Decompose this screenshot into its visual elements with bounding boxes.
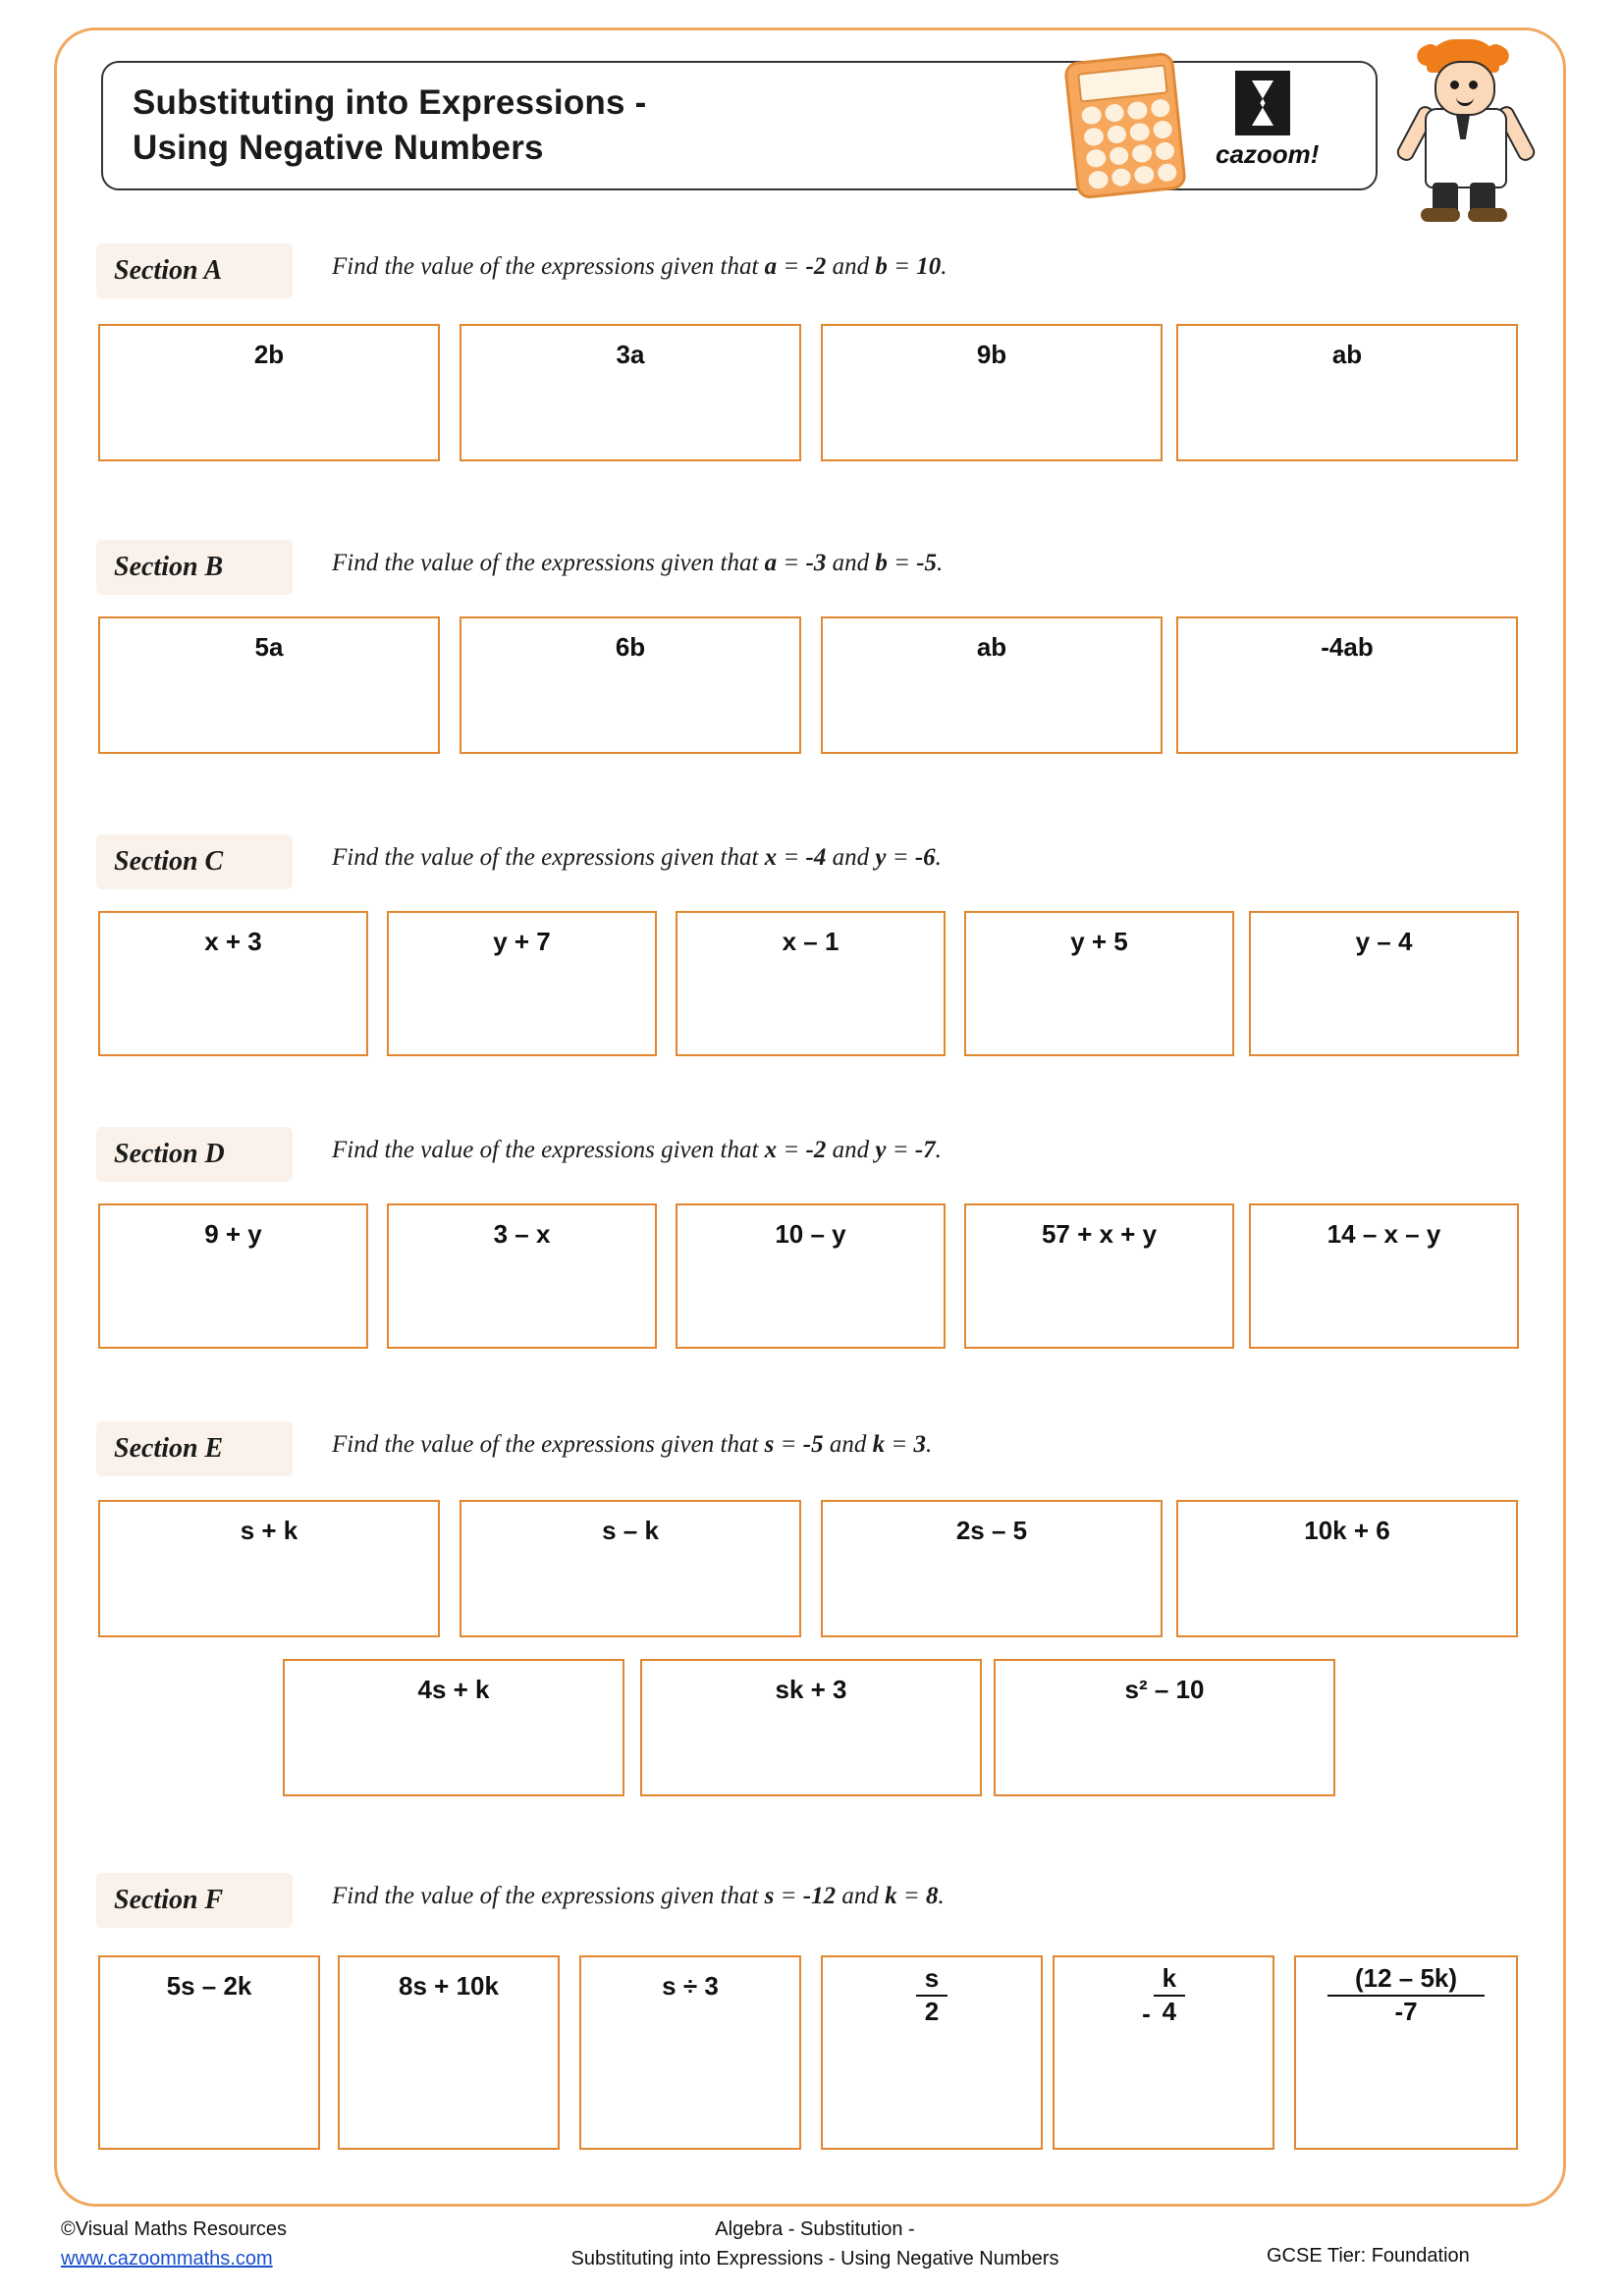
footer-topic-line2: Substituting into Expressions - Using Negative Numbers bbox=[570, 2248, 1059, 2269]
expression-label: ab bbox=[976, 632, 1007, 662]
expression-label: sk + 3 bbox=[775, 1675, 847, 1704]
instr-val2-c: -6 bbox=[914, 844, 936, 871]
fraction bbox=[1154, 1965, 1185, 2026]
instr-var1-a: a bbox=[764, 253, 778, 280]
scientist-mascot-icon bbox=[1399, 39, 1537, 226]
answer-box[interactable] bbox=[1176, 616, 1518, 754]
calculator-keys bbox=[1081, 98, 1177, 189]
instr-var2-f: k bbox=[885, 1883, 897, 1909]
mascot-eye-left bbox=[1450, 80, 1459, 89]
section-label-c: Section C bbox=[96, 834, 293, 889]
instr-end-c: . bbox=[935, 844, 942, 871]
expression-label: s + k bbox=[240, 1516, 298, 1545]
answer-box[interactable] bbox=[460, 324, 801, 461]
section-label-f: Section F bbox=[96, 1873, 293, 1928]
expression-label: -4ab bbox=[1321, 632, 1374, 662]
instr-join-e: and bbox=[823, 1431, 873, 1458]
expression-label: y – 4 bbox=[1355, 927, 1413, 956]
answer-box[interactable] bbox=[98, 324, 440, 461]
fraction-denominator: 2 bbox=[924, 1997, 940, 2027]
answer-box[interactable] bbox=[98, 1955, 320, 2150]
instr-join-c: and bbox=[826, 844, 876, 871]
expression-label: 14 – x – y bbox=[1326, 1219, 1441, 1249]
answer-box[interactable] bbox=[1249, 1203, 1519, 1349]
instr-var1-b: a bbox=[764, 550, 778, 576]
instr-var2-e: k bbox=[872, 1431, 886, 1458]
section-instruction-f: Find the value of the expressions given that s = -12 and k = 8. bbox=[332, 1883, 945, 1909]
fraction-prefix: - bbox=[1142, 1999, 1151, 2029]
answer-box[interactable] bbox=[98, 911, 368, 1056]
answer-box[interactable] bbox=[1294, 1955, 1518, 2150]
answer-box[interactable] bbox=[460, 1500, 801, 1637]
instr-var1-d: x bbox=[764, 1137, 778, 1163]
expression-label: y + 5 bbox=[1070, 927, 1128, 956]
instr-val2-f: 8 bbox=[925, 1883, 939, 1909]
instr-var1-f: s bbox=[764, 1883, 775, 1909]
instr-var2-b: b bbox=[875, 550, 888, 576]
expression-label: x – 1 bbox=[782, 927, 839, 956]
answer-box[interactable] bbox=[387, 1203, 657, 1349]
expression-label: 10 – y bbox=[775, 1219, 846, 1249]
fraction-denominator: -7 bbox=[1394, 1997, 1418, 2027]
answer-box[interactable] bbox=[821, 1955, 1043, 2150]
answer-box[interactable] bbox=[964, 1203, 1234, 1349]
instr-var1-c: x bbox=[764, 844, 778, 871]
section-label-b: Section B bbox=[96, 540, 293, 595]
section-label-a: Section A bbox=[96, 243, 293, 298]
answer-box[interactable] bbox=[579, 1955, 801, 2150]
footer-website-link[interactable]: www.cazoommaths.com bbox=[61, 2248, 273, 2269]
mascot-face bbox=[1435, 61, 1495, 116]
answer-box[interactable] bbox=[98, 1203, 368, 1349]
instr-val1-e: -5 bbox=[802, 1431, 824, 1458]
instr-end-b: . bbox=[937, 550, 944, 576]
instr-text-b: Find the value of the expressions given that bbox=[332, 550, 765, 576]
calculator-screen bbox=[1077, 64, 1168, 102]
footer-left bbox=[61, 2215, 287, 2273]
section-instruction-e: Find the value of the expressions given that s = -5 and k = 3. bbox=[332, 1431, 933, 1458]
instr-var2-c: y bbox=[875, 844, 887, 871]
instr-text-e: Find the value of the expressions given that bbox=[332, 1431, 765, 1458]
answer-box[interactable] bbox=[460, 616, 801, 754]
expression-label: ab bbox=[1331, 340, 1363, 369]
expression-label: 6b bbox=[615, 632, 646, 662]
expression-label: 5a bbox=[254, 632, 284, 662]
mascot-mouth bbox=[1456, 94, 1474, 106]
expression-label: 57 + x + y bbox=[1041, 1219, 1158, 1249]
answer-box[interactable] bbox=[821, 616, 1163, 754]
instr-val1-d: -2 bbox=[805, 1137, 827, 1163]
page-title-line2: Using Negative Numbers bbox=[133, 129, 544, 167]
answer-box[interactable] bbox=[821, 324, 1163, 461]
answer-box[interactable] bbox=[821, 1500, 1163, 1637]
fraction bbox=[916, 1965, 947, 2026]
instr-var2-d: y bbox=[875, 1137, 887, 1163]
expression-label: 2s – 5 bbox=[955, 1516, 1028, 1545]
answer-box[interactable] bbox=[676, 911, 946, 1056]
answer-box[interactable] bbox=[964, 911, 1234, 1056]
answer-box[interactable] bbox=[1176, 324, 1518, 461]
section-label-d: Section D bbox=[96, 1127, 293, 1182]
footer-center bbox=[461, 2215, 1168, 2273]
instr-end-d: . bbox=[935, 1137, 942, 1163]
expression-label: 4s + k bbox=[417, 1675, 490, 1704]
answer-box[interactable] bbox=[387, 911, 657, 1056]
expression-label: x + 3 bbox=[204, 927, 262, 956]
answer-box[interactable] bbox=[283, 1659, 624, 1796]
instr-val1-c: -4 bbox=[805, 844, 827, 871]
footer-tier: GCSE Tier: Foundation bbox=[1267, 2245, 1470, 2267]
expression-label: s ÷ 3 bbox=[662, 1971, 719, 2001]
instr-val2-a: 10 bbox=[916, 253, 942, 280]
footer-copyright: ©Visual Maths Resources bbox=[61, 2218, 288, 2240]
instr-join-a: and bbox=[826, 253, 876, 280]
answer-box[interactable] bbox=[640, 1659, 982, 1796]
section-instruction-d: Find the value of the expressions given that x = -2 and y = -7. bbox=[332, 1137, 942, 1163]
instr-val2-e: 3 bbox=[913, 1431, 926, 1458]
fraction bbox=[1327, 1965, 1485, 2026]
hourglass-icon bbox=[1235, 71, 1290, 135]
expression-label: y + 7 bbox=[493, 927, 551, 956]
instr-text-c: Find the value of the expressions given that bbox=[332, 844, 765, 871]
cazoom-logo bbox=[1210, 67, 1367, 183]
expression-label: 2b bbox=[253, 340, 285, 369]
page-title-line1: Substituting into Expressions - bbox=[133, 83, 647, 122]
expression-label: 10k + 6 bbox=[1304, 1516, 1390, 1545]
fraction-denominator: 4 bbox=[1162, 1997, 1177, 2027]
instr-join-f: and bbox=[836, 1883, 886, 1909]
expression-label: s² – 10 bbox=[1124, 1675, 1205, 1704]
instr-text-d: Find the value of the expressions given that bbox=[332, 1137, 765, 1163]
expression-label: 9 + y bbox=[204, 1219, 262, 1249]
expression-fraction bbox=[1296, 1965, 1516, 2026]
instr-join-b: and bbox=[826, 550, 876, 576]
answer-box[interactable] bbox=[98, 616, 440, 754]
answer-box[interactable] bbox=[994, 1659, 1335, 1796]
expression-label: 5s – 2k bbox=[166, 1971, 252, 2001]
section-instruction-b: Find the value of the expressions given that a = -3 and b = -5. bbox=[332, 550, 944, 576]
instr-val1-a: -2 bbox=[805, 253, 827, 280]
instr-join-d: and bbox=[826, 1137, 876, 1163]
mascot-shoe-left bbox=[1421, 208, 1460, 222]
expression-label: 8s + 10k bbox=[399, 1971, 499, 2001]
expression-label: 9b bbox=[976, 340, 1007, 369]
calculator-icon bbox=[1063, 52, 1187, 200]
section-instruction-a: Find the value of the expressions given that a = -2 and b = 10. bbox=[332, 253, 947, 280]
mascot-shoe-right bbox=[1468, 208, 1507, 222]
expression-fraction bbox=[1055, 1965, 1272, 2028]
section-label-e: Section E bbox=[96, 1421, 293, 1476]
expression-label: 3 – x bbox=[493, 1219, 551, 1249]
answer-box[interactable] bbox=[676, 1203, 946, 1349]
instr-var1-e: s bbox=[764, 1431, 775, 1458]
expression-fraction bbox=[823, 1965, 1041, 2026]
answer-box[interactable] bbox=[338, 1955, 560, 2150]
expression-label: 3a bbox=[616, 340, 645, 369]
instr-end-f: . bbox=[938, 1883, 945, 1909]
fraction-numerator: (12 – 5k) bbox=[1354, 1963, 1458, 1993]
instr-val2-b: -5 bbox=[916, 550, 938, 576]
logo-wordmark: cazoom! bbox=[1216, 139, 1320, 169]
answer-box[interactable] bbox=[1249, 911, 1519, 1056]
expression-label: s – k bbox=[602, 1516, 659, 1545]
instr-end-e: . bbox=[925, 1431, 933, 1458]
section-instruction-c: Find the value of the expressions given that x = -4 and y = -6. bbox=[332, 844, 942, 871]
instr-text-f: Find the value of the expressions given that bbox=[332, 1883, 765, 1909]
page-title bbox=[133, 80, 1016, 171]
fraction-numerator: k bbox=[1162, 1963, 1177, 1993]
instr-val2-d: -7 bbox=[914, 1137, 936, 1163]
instr-var2-a: b bbox=[875, 253, 888, 280]
instr-val1-f: -12 bbox=[802, 1883, 837, 1909]
answer-box[interactable] bbox=[1053, 1955, 1274, 2150]
instr-text-a: Find the value of the expressions given that bbox=[332, 253, 765, 280]
mascot-eye-right bbox=[1469, 80, 1478, 89]
fraction-numerator: s bbox=[924, 1963, 940, 1993]
instr-end-a: . bbox=[941, 253, 947, 280]
footer-topic-line1: Algebra - Substitution - bbox=[715, 2218, 915, 2240]
answer-box[interactable] bbox=[1176, 1500, 1518, 1637]
answer-box[interactable] bbox=[98, 1500, 440, 1637]
instr-val1-b: -3 bbox=[805, 550, 827, 576]
